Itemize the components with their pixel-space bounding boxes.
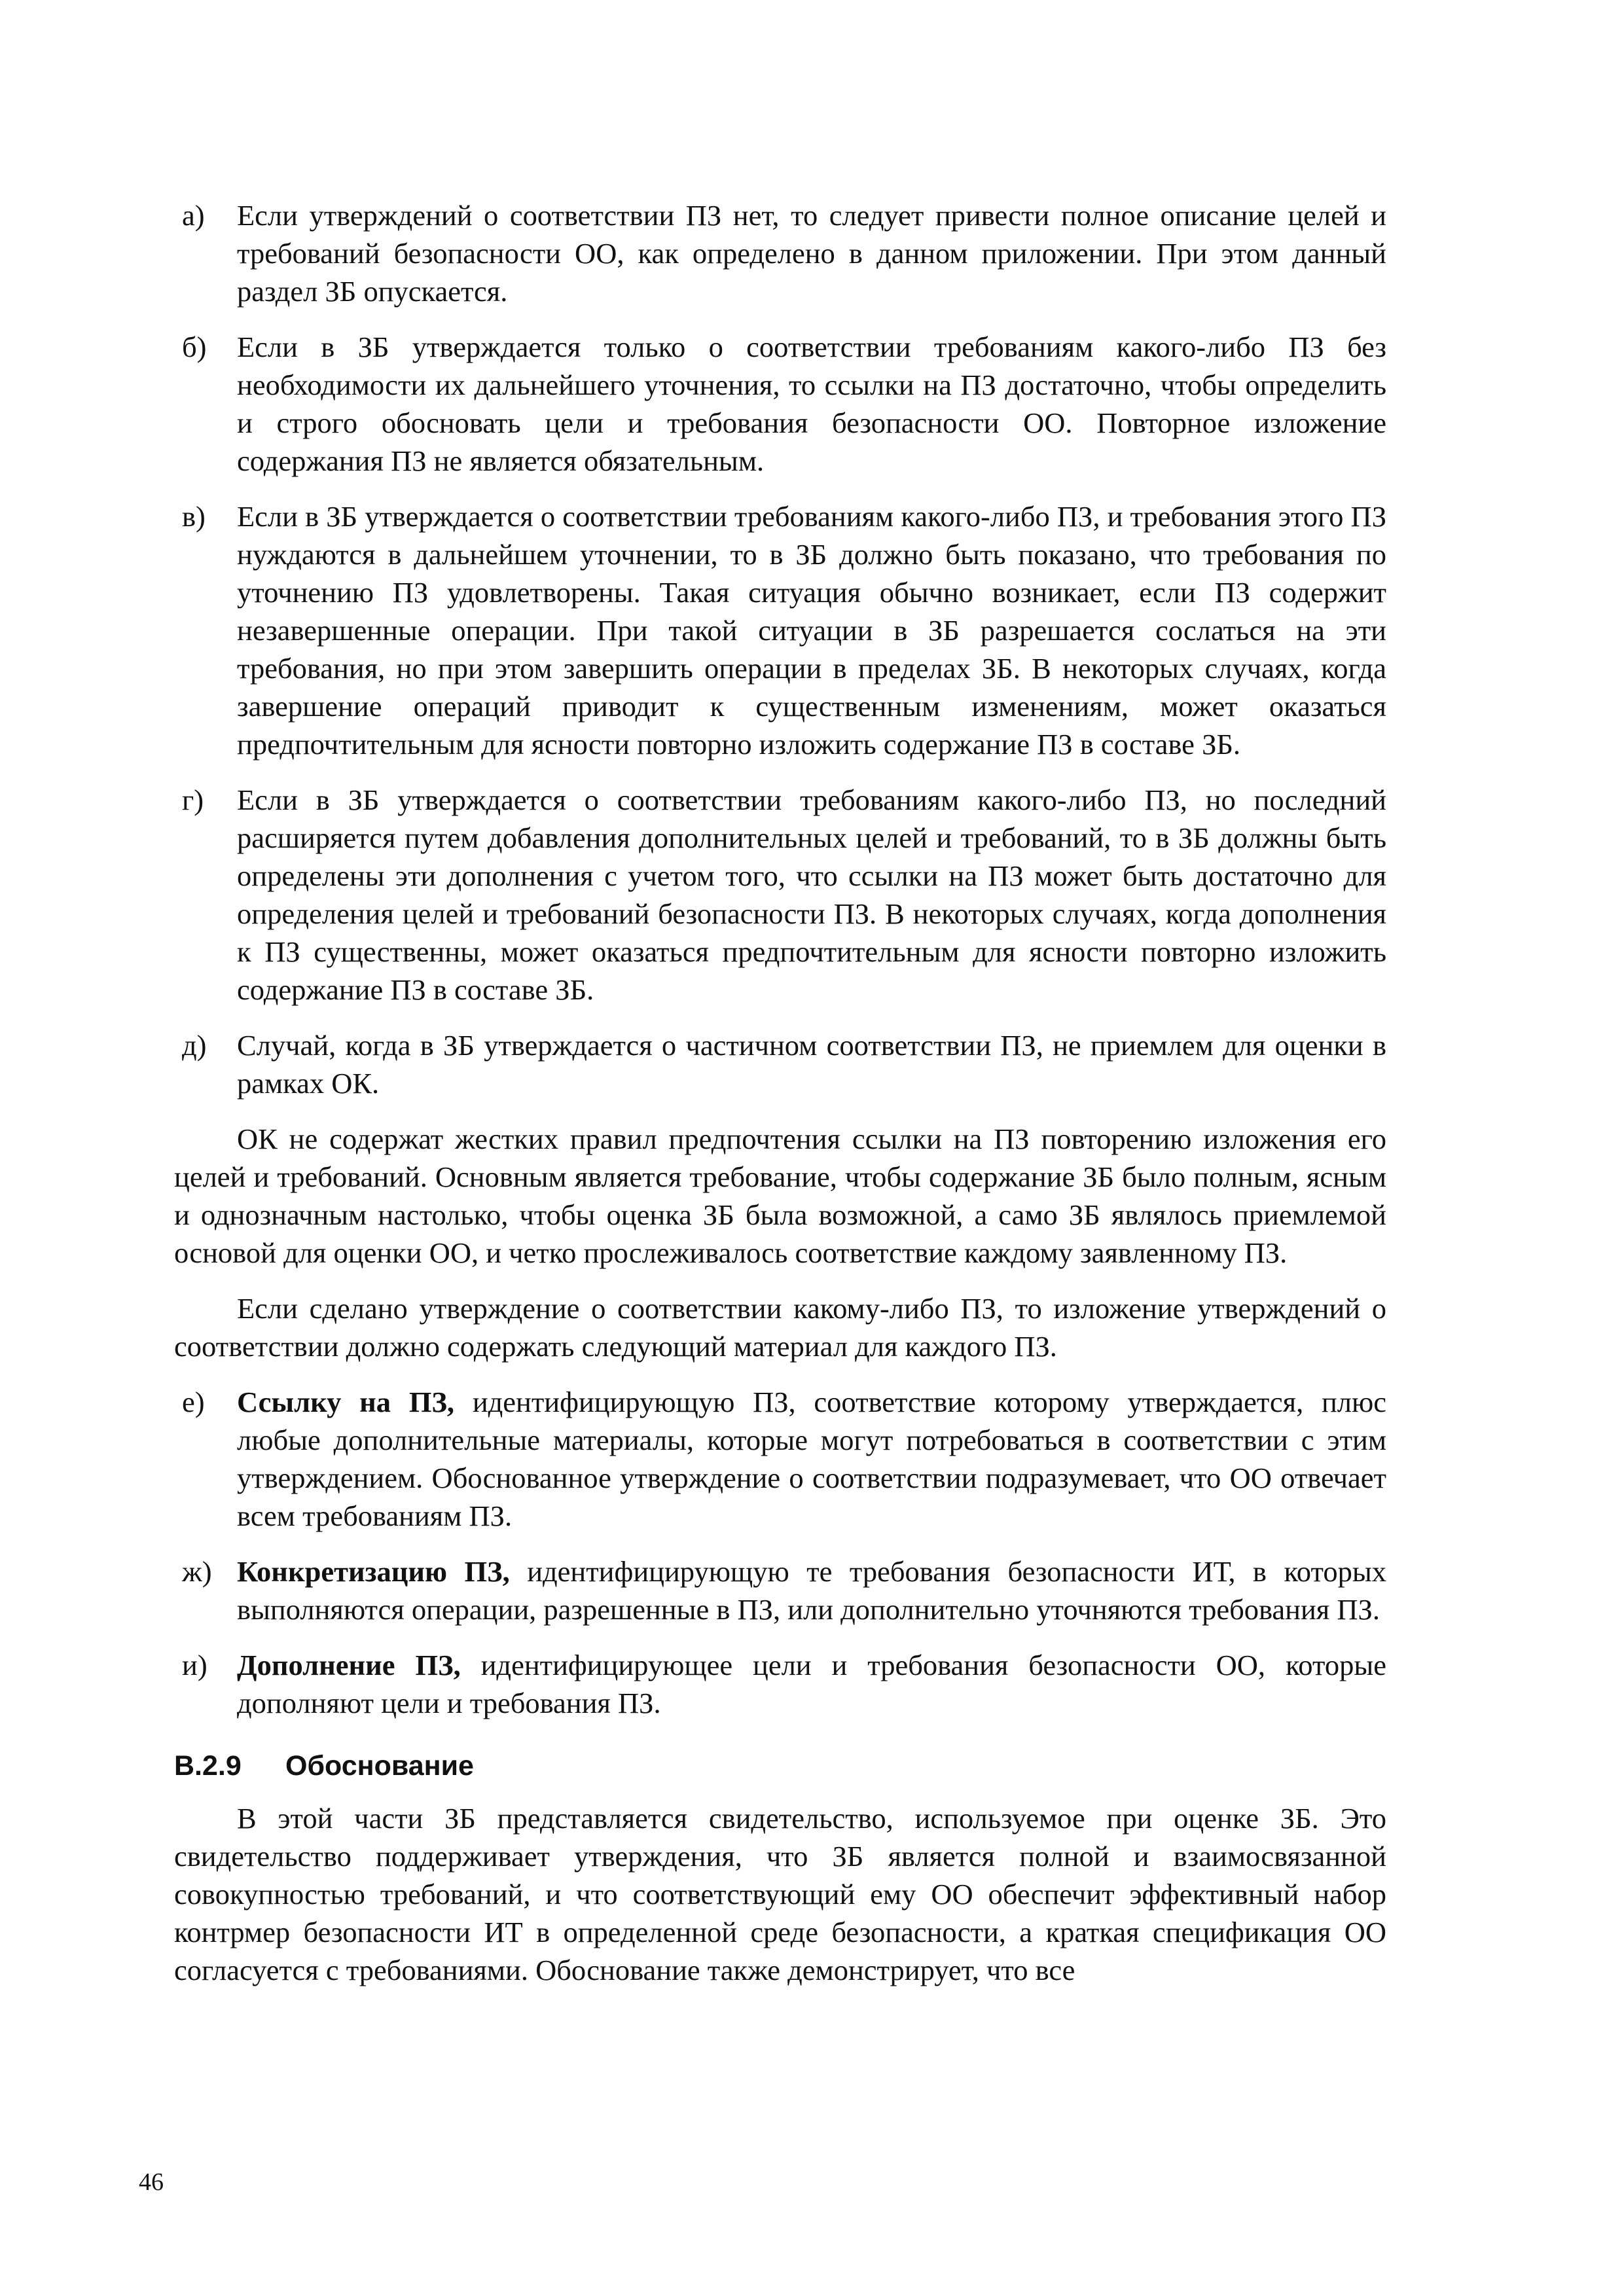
list-item-term: Дополнение ПЗ, — [237, 1649, 461, 1681]
list-marker: а) — [182, 199, 205, 232]
page-content — [174, 196, 1386, 2007]
list-marker: в) — [182, 500, 206, 533]
list-item-text: Случай, когда в ЗБ утверждается о частичном соответствии ПЗ, не приемлем для оценки в рамках ОК. — [237, 1029, 1386, 1100]
body-paragraph-1: ОК не содержат жестких правил предпочтения ссылки на ПЗ повторению изложения его целей и требований. Основным является требование, чтобы содержание ЗБ было полным, ясным и однозначным настолько, чтобы оценка ЗБ была возможной, а само ЗБ являлось приемлемой основой для оценки ОО, и четко прослеживалось соответствие каждому заявленному ПЗ. — [174, 1122, 1386, 1269]
section-number: B.2.9 — [174, 1750, 242, 1782]
list-marker: б) — [182, 331, 207, 363]
list-item-b — [174, 328, 1386, 480]
list-item-text: Если в ЗБ утверждается только о соответствии требованиям какого-либо ПЗ без необходимости их дальнейшего уточнения, то ссылки на ПЗ достаточно, чтобы определить и строго обосновать цели и требования безопасности ОО. Повторное изложение содержания ПЗ не является обязательным. — [237, 331, 1386, 477]
list-item-term: Конкретизацию ПЗ, — [237, 1555, 510, 1588]
list-item-text: Если утверждений о соответствии ПЗ нет, то следует привести полное описание целей и требований безопасности ОО, как определено в данном приложении. При этом данный раздел ЗБ опускается. — [237, 199, 1386, 308]
list-item-text: идентифицирующую ПЗ, соответствие которому утверждается, плюс любые дополнительные материалы, которые могут потребоваться в соответствии с этим утверждением. Обоснованное утверждение о соответствии подразумевает, что ОО отвечает всем требованиям ПЗ. — [237, 1386, 1386, 1532]
list-item-text: Если в ЗБ утверждается о соответствии требованиям какого-либо ПЗ, но последний расширяется путем добавления дополнительных целей и требований, то в ЗБ должны быть определены эти дополнения с учетом того, что ссылки на ПЗ может быть достаточно для определения целей и требований безопасности ПЗ. В некоторых случаях, когда дополнения к ПЗ существенны, может оказаться предпочтительным для ясности повторно изложить содержание ПЗ в составе ЗБ. — [237, 783, 1386, 1006]
list-item-text: идентифицирующую те требования безопасности ИТ, в которых выполняются операции, разрешенные в ПЗ, или дополнительно уточняются требования ПЗ. — [237, 1555, 1386, 1626]
list-marker: и) — [182, 1649, 208, 1681]
list-item-text: идентифицирующее цели и требования безопасности ОО, которые дополняют цели и требования ПЗ. — [237, 1649, 1386, 1719]
list-marker: д) — [182, 1029, 207, 1062]
list-item-g — [174, 781, 1386, 1009]
list-item-zh — [174, 1552, 1386, 1628]
body-paragraph-2: Если сделано утверждение о соответствии какому-либо ПЗ, то изложение утверждений о соответствии должно содержать следующий материал для каждого ПЗ. — [174, 1292, 1386, 1363]
list-item-term: Ссылку на ПЗ, — [237, 1386, 455, 1418]
body-paragraph-3: В этой части ЗБ представляется свидетельство, используемое при оценке ЗБ. Это свидетельство поддерживает утверждения, что ЗБ является полной и взаимосвязанной совокупностью требований, и что соответствующий ему ОО обеспечит эффективный набор контрмер безопасности ИТ в определенной среде безопасности, а краткая спецификация ОО согласуется с требованиями. Обоснование также демонстрирует, что все — [174, 1802, 1386, 1986]
list-marker: е) — [182, 1386, 205, 1418]
list-marker: ж) — [182, 1555, 212, 1588]
list-item-text: Если в ЗБ утверждается о соответствии требованиям какого-либо ПЗ, и требования этого ПЗ нуждаются в дальнейшем уточнении, то в ЗБ должно быть показано, что требования по уточнению ПЗ удовлетворены. Такая ситуация обычно возникает, если ПЗ содержит незавершенные операции. При такой ситуации в ЗБ разрешается сослаться на эти требования, но при этом завершить операции в пределах ЗБ. В некоторых случаях, когда завершение операций приводит к существенным изменениям, может оказаться предпочтительным для ясности повторно изложить содержание ПЗ в составе ЗБ. — [237, 500, 1386, 761]
section-title: Обоснование — [285, 1750, 474, 1782]
section-heading — [174, 1747, 1386, 1785]
list-item-d — [174, 1026, 1386, 1102]
list-item-i — [174, 1646, 1386, 1722]
list-item-v — [174, 497, 1386, 763]
list-item-a — [174, 196, 1386, 310]
list-item-e — [174, 1383, 1386, 1535]
list-marker: г) — [182, 783, 204, 816]
page-number: 46 — [139, 2168, 164, 2196]
